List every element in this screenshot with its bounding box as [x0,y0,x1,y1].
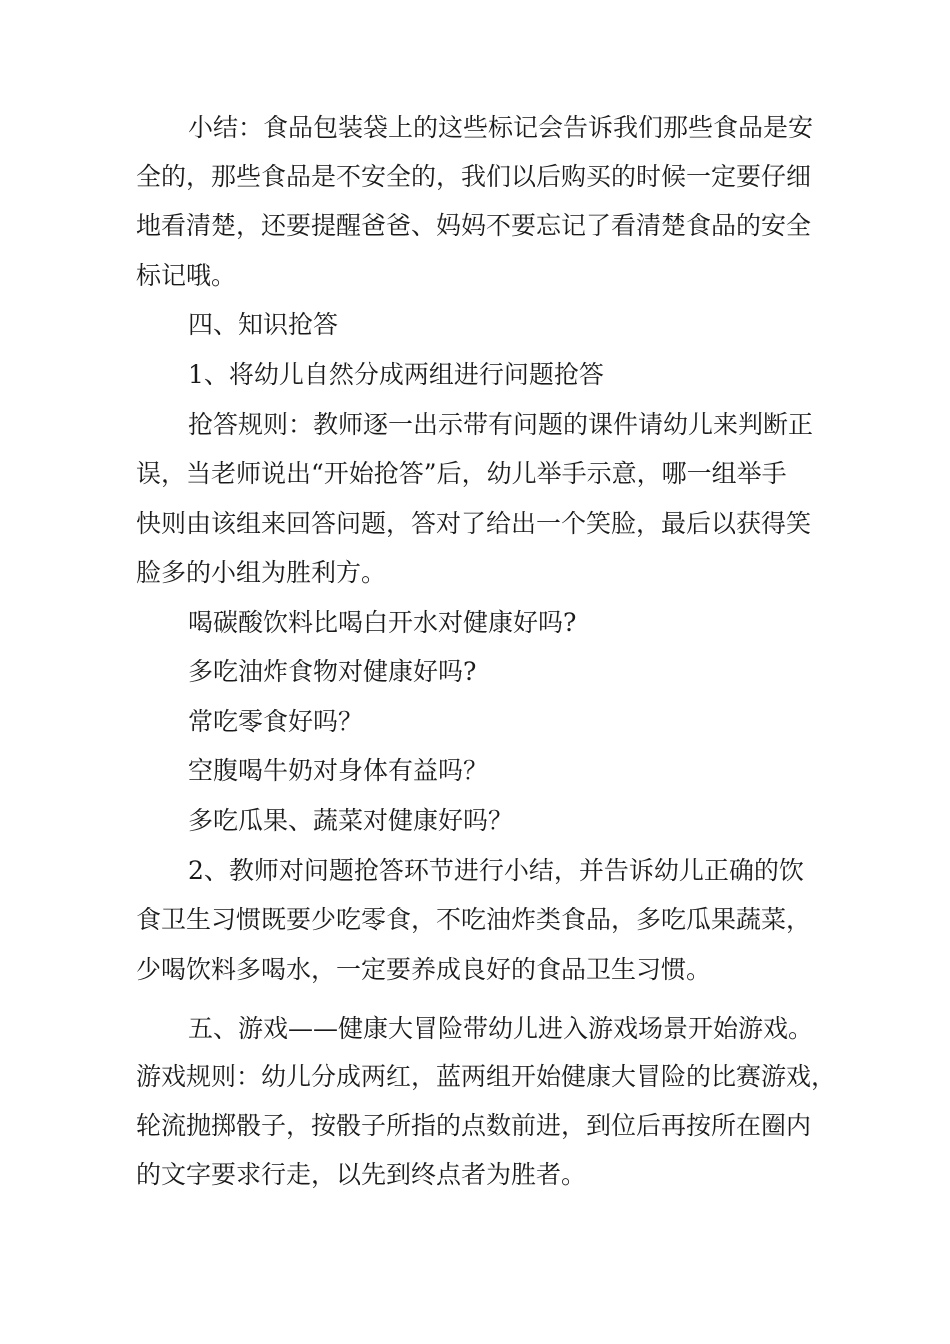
rules-line-1: 抢答规则：教师逐一出示带有问题的课件请幼儿来判断正 [188,410,814,439]
question-1: 喝碳酸饮料比喝白开水对健康好吗? [188,608,577,637]
question-5: 多吃瓜果、蔬菜对健康好吗？ [188,806,514,835]
rules-line-4: 脸多的小组为胜利方。 [136,558,387,587]
rules-line-2: 误，当老师说出“开始抢答”后，幼儿举手示意，哪一组举手 [136,459,787,488]
question-3: 常吃零食好吗？ [188,707,364,736]
step-2-line-1: 2、教师对问题抢答环节进行小结，并告诉幼儿正确的饮 [188,856,804,885]
rules-line-3: 快则由该组来回答问题，答对了给出一个笑脸，最后以获得笑 [136,509,812,538]
step-2-line-2: 食卫生习惯既要少吃零食，不吃油炸类食品，多吃瓜果蔬菜， [136,905,812,934]
game-rules-line-2: 轮流抛掷骰子，按骰子所指的点数前进，到位后再按所在圈内 [136,1111,812,1140]
summary-line-1: 小结：食品包装袋上的这些标记会告诉我们那些食品是安 [188,113,814,142]
game-rules-line-1: 游戏规则：幼儿分成两红，蓝两组开始健康大冒险的比赛游戏， [136,1062,837,1091]
section-heading-5: 五、游戏——健康大冒险带幼儿进入游戏场景开始游戏。 [188,1014,814,1043]
section-heading-4: 四、知识抢答 [188,310,339,339]
summary-line-3: 地看清楚，还要提醒爸爸、妈妈不要忘记了看清楚食品的安全 [136,211,812,240]
step-1-line: 1、将幼儿自然分成两组进行问题抢答 [188,360,604,389]
question-2: 多吃油炸食物对健康好吗? [188,657,477,686]
summary-line-2: 全的，那些食品是不安全的，我们以后购买的时候一定要仔细 [136,162,812,191]
question-4: 空腹喝牛奶对身体有益吗？ [188,756,489,785]
step-2-line-3: 少喝饮料多喝水，一定要养成良好的食品卫生习惯。 [136,955,712,984]
summary-line-4: 标记哦。 [136,261,237,290]
game-rules-line-3: 的文字要求行走，以先到终点者为胜者。 [136,1160,587,1189]
